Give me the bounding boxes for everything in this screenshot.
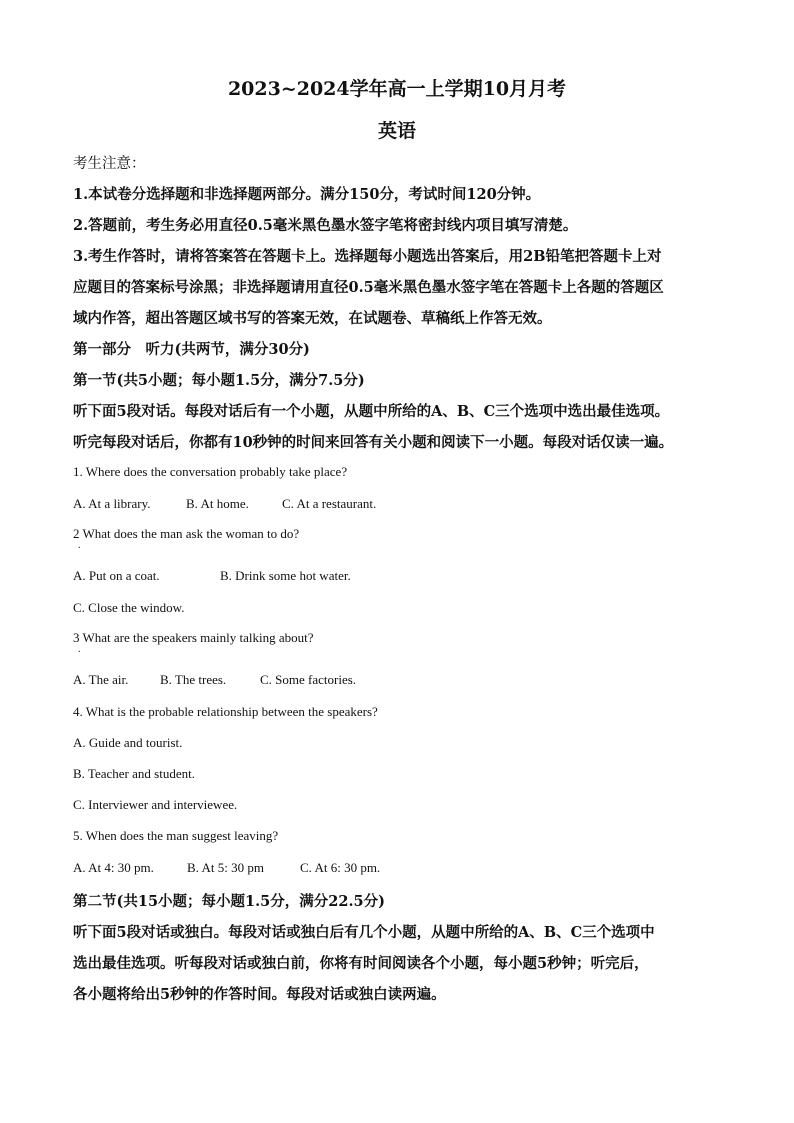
section2-instruction-line-2: 选出最佳选项。听每段对话或独白前，你将有时间阅读各个小题，每小题5秒钟；听完后， [73, 955, 649, 972]
question-4-option-c: C. Interviewer and interviewee. [73, 797, 238, 812]
question-2-option-b: B. Drink some hot water. [220, 568, 351, 583]
notice-item-2: 2.答题前，考生务必用直径0.5毫米黑色墨水签字笔将密封线内项目填写清楚。 [73, 217, 578, 234]
notice-item-3-line-3: 域内作答，超出答题区域书写的答案无效，在试题卷、草稿纸上作答无效。 [73, 310, 552, 327]
question-1-stem: 1. Where does the conversation probably take place? [73, 464, 348, 479]
section1-instruction-line-2: 听完每段对话后，你都有10秒钟的时间来回答有关小题和阅读下一小题。每段对话仅读一遍。 [73, 434, 674, 451]
part1-title: 第一部分 听力(共两节，满分30分) [73, 341, 310, 358]
question-5-option-a: A. At 4: 30 pm. [73, 860, 154, 875]
section2-instruction-line-3: 各小题将给出5秒钟的作答时间。每段对话或独白读两遍。 [73, 986, 446, 1003]
notice-item-1: 1.本试卷分选择题和非选择题两部分。满分150分，考试时间120分钟。 [73, 186, 541, 203]
question-2-option-c: C. Close the window. [73, 600, 185, 615]
question-1-option-a: A. At a library. [73, 496, 151, 511]
question-5-option-c: C. At 6: 30 pm. [300, 860, 381, 875]
question-3-stem: 3 What are the speakers mainly talking about? [73, 630, 314, 645]
stray-dot-mark: . [78, 644, 81, 655]
question-2-option-a: A. Put on a coat. [73, 568, 160, 583]
question-5-option-b: B. At 5: 30 pm [187, 860, 264, 875]
stray-dot-mark: . [78, 540, 81, 551]
section1-title: 第一节(共5小题；每小题1.5分，满分7.5分) [73, 372, 365, 389]
question-2-stem: 2 What does the man ask the woman to do? [73, 526, 300, 541]
question-4-stem: 4. What is the probable relationship between the speakers? [73, 704, 378, 719]
question-3-option-c: C. Some factories. [260, 672, 357, 687]
question-4-option-a: A. Guide and tourist. [73, 735, 183, 750]
notice-item-3-line-1: 3.考生作答时，请将答案答在答题卡上。选择题每小题选出答案后，用2B铅笔把答题卡上对 [73, 248, 662, 265]
question-3-option-b: B. The trees. [160, 672, 227, 687]
section2-title: 第二节(共15小题；每小题1.5分，满分22.5分) [73, 893, 385, 910]
section2-instruction-line-1: 听下面5段对话或独白。每段对话或独白后有几个小题，从题中所给的A、B、C三个选项中 [73, 924, 655, 941]
question-1-option-b: B. At home. [186, 496, 249, 511]
exam-title: 2023~2024学年高一上学期10月月考 [227, 78, 567, 100]
question-5-stem: 5. When does the man suggest leaving? [73, 828, 279, 843]
exam-subject: 英语 [377, 120, 416, 142]
question-3-option-a: A. The air. [73, 672, 129, 687]
question-1-option-c: C. At a restaurant. [282, 496, 377, 511]
notice-item-3-line-2: 应题目的答案标号涂黑；非选择题请用直径0.5毫米黑色墨水签字笔在答题卡上各题的答题区 [73, 279, 664, 296]
notice-heading: 考生注意： [73, 156, 146, 172]
section1-instruction-line-1: 听下面5段对话。每段对话后有一个小题，从题中所给的A、B、C三个选项中选出最佳选项。 [73, 403, 670, 420]
question-4-option-b: B. Teacher and student. [73, 766, 195, 781]
